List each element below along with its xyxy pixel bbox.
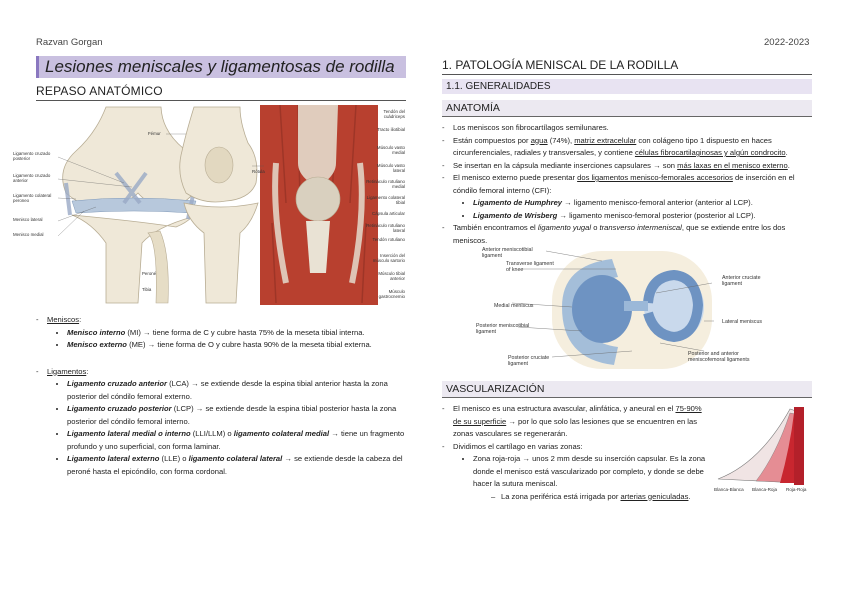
label-medial-meniscus: Medial meniscus: [494, 303, 534, 309]
label-meniscofemoral: Posterior and anterior meniscofemoral ligaments: [688, 351, 750, 363]
label-r-3: Músculo vasto lateral: [376, 163, 405, 173]
label-r-7: Retináculo rotuliano lateral: [366, 223, 405, 233]
list-item: - El menisco es una estructura avascular, alinfática, y aneural en el 75-90% de su superficie → por lo que solo las lesiones que se encuentren en las zonas vasculares se regenerarán.: [442, 403, 707, 441]
knee-front-illustration: [63, 107, 198, 303]
left-column: [13, 56, 406, 478]
subsection-band: 1.1. GENERALIDADES: [442, 79, 812, 94]
year: 2022-2023: [764, 37, 810, 48]
section-heading: REPASO ANATÓMICO: [36, 84, 406, 101]
list-item: - Los meniscos son fibrocartílagos semilunares.: [442, 122, 812, 135]
list-item: • Zona roja-roja → unos 2 mm desde su inserción capsular. Es la zona donde el menisco está vascularizado por completo, y donde se debe hacer la sutura meniscal. – La zona periférica está irrigada por arterias geniculadas.: [473, 453, 707, 503]
label-transverse: Transverse ligament of knee: [506, 261, 554, 273]
label-lcp: Ligamento cruzado posterior: [13, 151, 51, 161]
label-lateral-meniscus: Lateral meniscus: [722, 319, 763, 325]
zone-label-bb: Blanca-Blanca: [714, 487, 744, 492]
list-item: • Ligamento lateral medial o interno (LLI/LLM) o ligamento colateral medial → tiene un fragmento profundo y uno superficial, con forma laminar.: [67, 428, 406, 453]
label-r-11: Músculo gastrocnemio: [378, 289, 405, 299]
label-r-2: Músculo vasto medial: [376, 145, 405, 155]
label-pcl: Posterior cruciate ligament: [508, 355, 550, 367]
label-anterior-meniscotibial: Anterior meniscotibial ligament: [482, 247, 533, 259]
label-r-5: Ligamento colateral tibial: [366, 195, 405, 205]
list-item: - Se insertan en la cápsula mediante inserciones capsulares → son más laxas en el menisco externo.: [442, 160, 812, 173]
list-item: • Menisco interno (MI) → tiene forma de C y cubre hasta 75% de la meseta tibial interna.: [67, 327, 406, 340]
vascular-band: VASCULARIZACIÓN: [442, 381, 812, 398]
zone-label-br: Blanca-Roja: [752, 487, 778, 492]
meniscos-heading: Meniscos: [47, 315, 80, 324]
list-item: - Están compuestos por agua (74%), matriz extracelular con colágeno tipo 1 dispuesto en haces circunferenciales, radiales y transversales, y contiene células fibrocartilaginosas y algún condrocito.: [442, 135, 812, 160]
meniscos-item: - Meniscos: • Menisco interno (MI) → tiene forma de C y cubre hasta 75% de la meseta tibial interna. • Menisco externo (ME) → tiene forma de O y cubre hasta 90% de la meseta tibial externa.: [36, 314, 406, 352]
anatomy-list: [442, 122, 812, 247]
knee-muscles-illustration: [260, 105, 378, 305]
right-column: [442, 56, 812, 503]
label-tibia: Tibia: [142, 287, 152, 292]
knee-anatomy-figure: [13, 103, 406, 308]
page-title: Lesiones meniscales y ligamentosas de rodilla: [45, 57, 395, 76]
list-item: • Ligamento cruzado anterior (LCA) → se extiende desde la espina tibial anterior hasta la zona posterior del cóndilo femoral externo.: [67, 378, 406, 403]
zone-label-rr: Roja-Roja: [786, 487, 807, 492]
label-r-6: Cápsula articular: [372, 211, 405, 216]
label-menisco-medial: Menisco medial: [13, 232, 44, 237]
label-menisco-lateral: Menisco lateral: [13, 217, 43, 222]
ligamentos-list: [36, 366, 406, 479]
label-posterior-meniscotibial: Posterior meniscotibial ligament: [476, 323, 530, 335]
list-item: • Ligamento cruzado posterior (LCP) → se extiende desde la espina tibial posterior hasta la zona posterior del cóndilo femoral interno.: [67, 403, 406, 428]
list-item: - Dividimos el cartílago en varias zonas: • Zona roja-roja → unos 2 mm desde su inserción capsular. Es la zona donde el menisco está vascularizado por completo, y donde se debe hacer la sutura meniscal. – La zona periférica está irrigada por arterias geniculadas.: [442, 441, 707, 504]
meniscos-list: [36, 314, 406, 352]
label-r-1: Tracto iliotibial: [377, 127, 405, 132]
list-item: • Ligamento de Humphrey → ligamento menisco-femoral anterior (anterior al LCP).: [473, 197, 812, 210]
ligamentos-heading: Ligamentos: [47, 366, 87, 376]
label-femur: Fémur: [148, 131, 161, 136]
knee-lateral-illustration: [180, 107, 258, 303]
menisci-diagram: [442, 247, 812, 375]
label-r-8: Tendón rotuliano: [372, 237, 405, 242]
list-item: - También encontramos el ligamento yugal o transverso intermeniscal, que se extiende entre los dos meniscos.: [442, 222, 812, 247]
list-item: – La zona periférica está irrigada por arterias geniculadas.: [491, 491, 707, 504]
meniscus-zones-figure: [710, 403, 810, 493]
vascular-section: [442, 403, 812, 503]
author: Razvan Gorgan: [36, 37, 103, 48]
list-item: • Ligamento de Wrisberg → ligamento menisco-femoral posterior (posterior al LCP).: [473, 210, 812, 223]
vascular-list: [442, 403, 707, 503]
list-item: • Menisco externo (ME) → tiene forma de O y cubre hasta 90% de la meseta tibial externa.: [67, 339, 406, 352]
label-lca: Ligamento cruzado anterior: [13, 173, 51, 183]
label-acl: Anterior cruciate ligament: [722, 275, 761, 287]
list-item: • Ligamento lateral externo (LLE) o ligamento colateral lateral → se extiende desde la cabeza del peroné hasta el epicóndilo, con forma cordonal.: [67, 453, 406, 478]
label-r-4: Retináculo rotuliano medial: [366, 179, 405, 189]
anatomy-band: ANATOMÍA: [442, 100, 812, 117]
ligamentos-item: - Ligamentos: • Ligamento cruzado anterior (LCA) → se extiende desde la espina tibial anterior hasta la zona posterior del cóndilo femoral externo. • Ligamento cruzado posterior (LCP) → se extiende desde la espina tibial posterior hasta la zona posterior del cóndilo femoral interno. • Ligamento lateral medial o interno (LLI/LLM) o ligamento colateral medial → tiene un fragmento profundo y uno superficial, con forma laminar. • Ligamento lateral externo (LLE) o ligamento colateral lateral → se extiende desde la cabeza del peroné hasta el epicóndilo, con forma cordonal.: [36, 366, 406, 479]
label-r-9: Inserción del músculo sartorio: [372, 253, 405, 263]
label-perone: Peroné: [142, 271, 157, 276]
label-r-0: Tendón del cuádriceps: [383, 109, 405, 119]
label-lcpe: Ligamento colateral peroneo: [13, 193, 52, 203]
title-band: [36, 56, 406, 78]
chapter-heading: 1. PATOLOGÍA MENISCAL DE LA RODILLA: [442, 58, 812, 75]
list-item: - El menisco externo puede presentar dos ligamentos menisco-femorales accesorios de inserción en el cóndilo femoral interno (CFI): • Ligamento de Humphrey → ligamento menisco-femoral anterior (anterior al LCP). • Ligamento de Wrisberg → ligamento menisco-femoral posterior (posterior al LCP).: [442, 172, 812, 222]
label-rotula: Rótula: [252, 169, 265, 174]
label-r-10: Músculo tibial anterior: [378, 271, 405, 281]
